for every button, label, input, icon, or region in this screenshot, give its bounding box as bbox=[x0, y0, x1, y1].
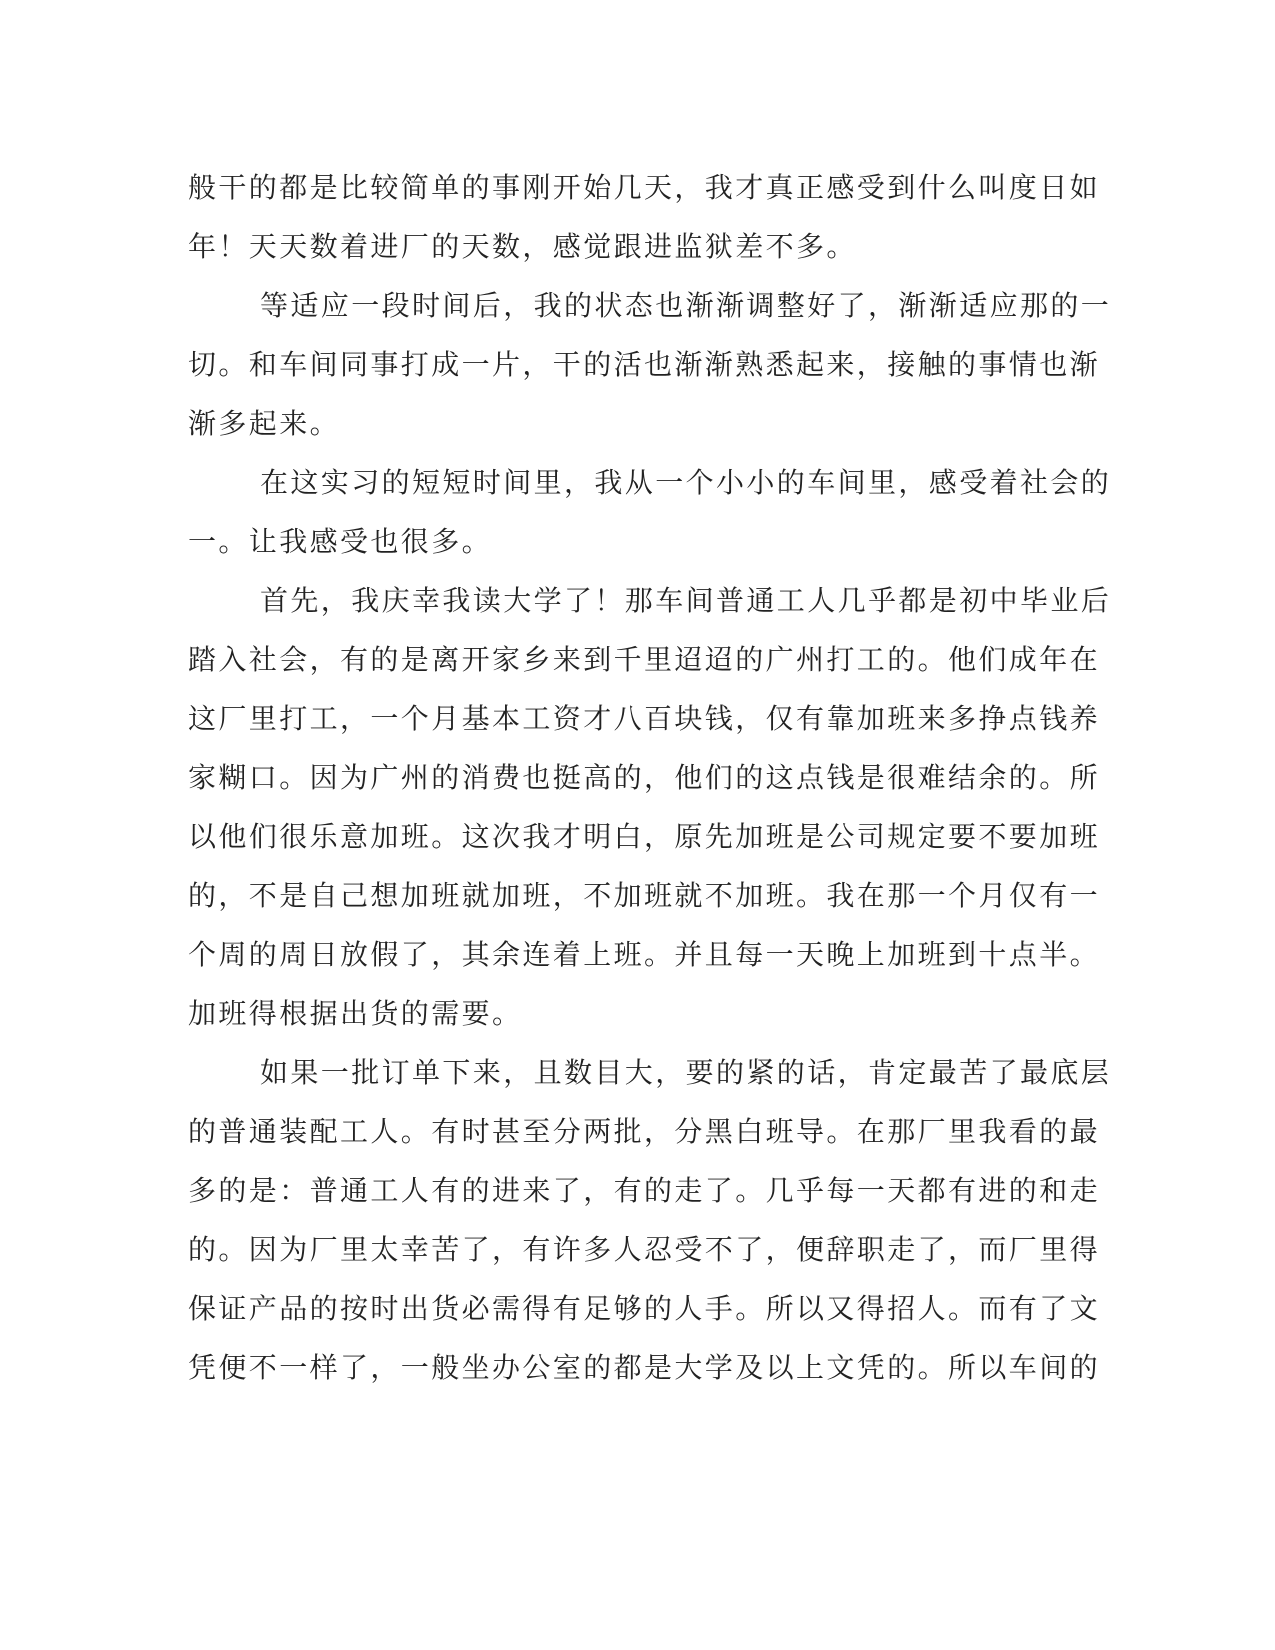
text-line: 以他们很乐意加班。这次我才明白，原先加班是公司规定要不要加班 bbox=[188, 820, 1101, 853]
text-line: 加班得根据出货的需要。 bbox=[188, 997, 523, 1030]
text-line: 切。和车间同事打成一片，干的活也渐渐熟悉起来，接触的事情也渐 bbox=[188, 348, 1101, 381]
text-line: 多的是：普通工人有的进来了，有的走了。几乎每一天都有进的和走 bbox=[188, 1174, 1101, 1207]
text-line: 如果一批订单下来，且数目大，要的紧的话，肯定最苦了最底层 bbox=[260, 1056, 1112, 1089]
text-line: 的普通装配工人。有时甚至分两批，分黑白班导。在那厂里我看的最 bbox=[188, 1115, 1101, 1148]
text-line: 等适应一段时间后，我的状态也渐渐调整好了，渐渐适应那的一 bbox=[260, 289, 1112, 322]
text-line: 一。让我感受也很多。 bbox=[188, 525, 493, 558]
text-line: 的，不是自己想加班就加班，不加班就不加班。我在那一个月仅有一 bbox=[188, 879, 1101, 912]
text-line: 首先，我庆幸我读大学了！那车间普通工人几乎都是初中毕业后 bbox=[260, 584, 1112, 617]
text-line: 渐多起来。 bbox=[188, 407, 341, 440]
body-text bbox=[188, 158, 1112, 1397]
text-line: 这厂里打工，一个月基本工资才八百块钱，仅有靠加班来多挣点钱养 bbox=[188, 702, 1101, 735]
text-line: 家糊口。因为广州的消费也挺高的，他们的这点钱是很难结余的。所 bbox=[188, 761, 1101, 794]
text-line: 凭便不一样了，一般坐办公室的都是大学及以上文凭的。所以车间的 bbox=[188, 1351, 1101, 1384]
text-line: 年！天天数着进厂的天数，感觉跟进监狱差不多。 bbox=[188, 230, 857, 263]
text-line: 般干的都是比较简单的事刚开始几天，我才真正感受到什么叫度日如 bbox=[188, 171, 1101, 204]
text-line: 个周的周日放假了，其余连着上班。并且每一天晚上加班到十点半。 bbox=[188, 938, 1101, 971]
text-line: 的。因为厂里太幸苦了，有许多人忍受不了，便辞职走了，而厂里得 bbox=[188, 1233, 1101, 1266]
text-line: 踏入社会，有的是离开家乡来到千里迢迢的广州打工的。他们成年在 bbox=[188, 643, 1101, 676]
text-line: 在这实习的短短时间里，我从一个小小的车间里，感受着社会的 bbox=[260, 466, 1112, 499]
text-line: 保证产品的按时出货必需得有足够的人手。所以又得招人。而有了文 bbox=[188, 1292, 1101, 1325]
